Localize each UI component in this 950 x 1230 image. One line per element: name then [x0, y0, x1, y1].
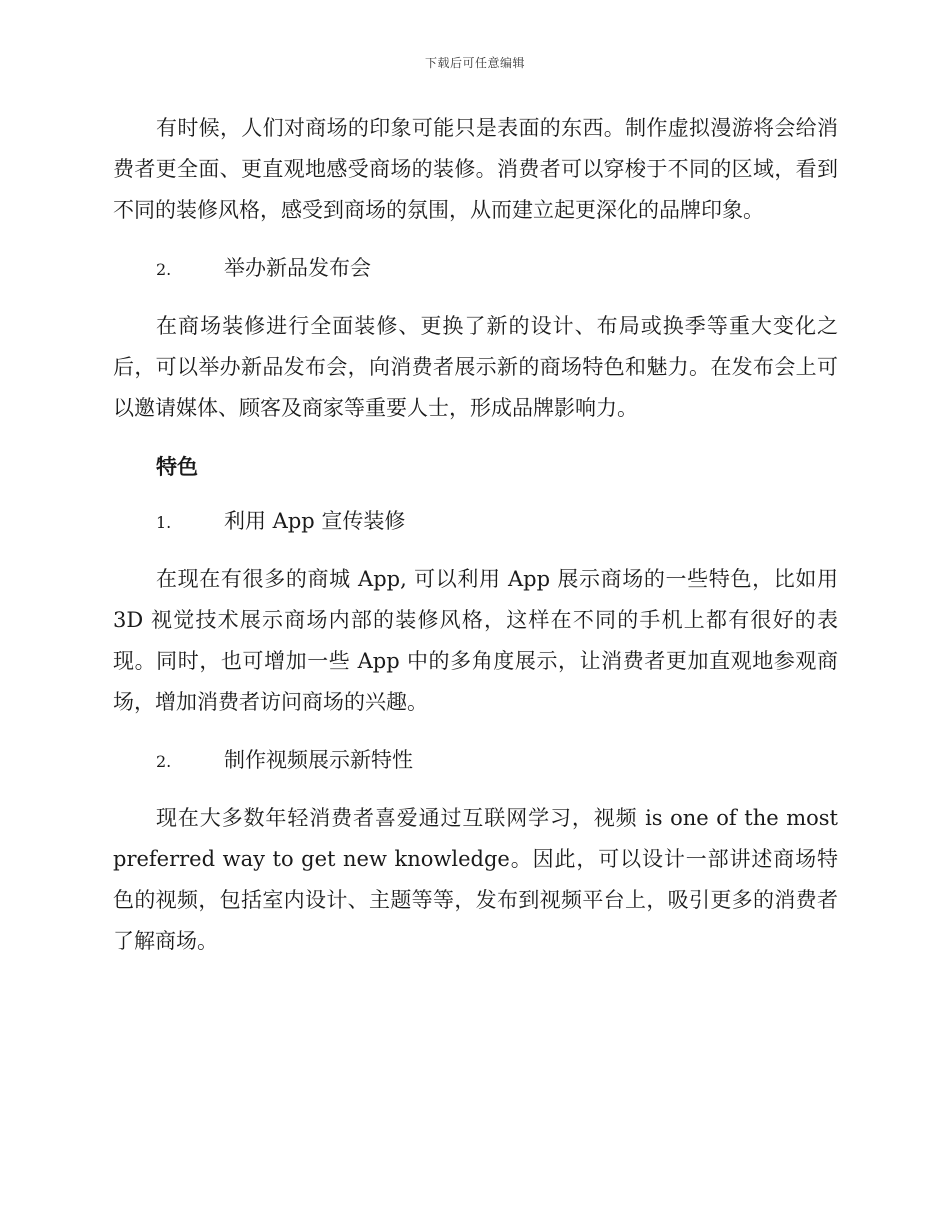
list-item-app-promotion — [113, 501, 838, 543]
paragraph-virtual-tour: 有时候，人们对商场的印象可能只是表面的东西。制作虚拟漫游将会给消费者更全面、更直观地感受商场的装修。消费者可以穿梭于不同的区域，看到不同的装修风格，感受到商场的氛围，从而建立起更深化的品牌印象。 — [113, 116, 838, 222]
list-item-title: 利用 App 宣传装修 — [224, 509, 406, 533]
list-number: 2. — [156, 260, 172, 279]
list-item-launch-event — [113, 248, 838, 290]
paragraph-launch-event: 在商场装修进行全面装修、更换了新的设计、布局或换季等重大变化之后，可以举办新品发布会，向消费者展示新的商场特色和魅力。在发布会上可以邀请媒体、顾客及商家等重要人士，形成品牌影响力。 — [113, 314, 838, 420]
section-heading-features: 特色 — [156, 454, 198, 479]
list-item-video — [113, 740, 838, 782]
paragraph-app-promotion: 在现在有很多的商城 App, 可以利用 App 展示商场的一些特色，比如用 3D 视觉技术展示商场内部的装修风格，这样在不同的手机上都有很好的表现。同时，也可增加一些 App 中的多角度展示，让消费者更加直观地参观商场，增加消费者访问商场的兴趣。 — [113, 567, 838, 714]
list-item-title: 制作视频展示新特性 — [224, 748, 413, 772]
list-number: 1. — [156, 513, 172, 532]
list-number: 2. — [156, 752, 172, 771]
page-header: 下载后可任意编辑 — [424, 56, 525, 70]
list-item-title: 举办新品发布会 — [224, 256, 371, 280]
paragraph-video: 现在大多数年轻消费者喜爱通过互联网学习，视频 is one of the most preferred way to get new knowledge。因此，可以设计一部讲述商场特色的视频，包括室内设计、主题等等，发布到视频平台上，吸引更多的消费者了解商场。 — [113, 806, 838, 953]
document-body — [113, 108, 838, 979]
